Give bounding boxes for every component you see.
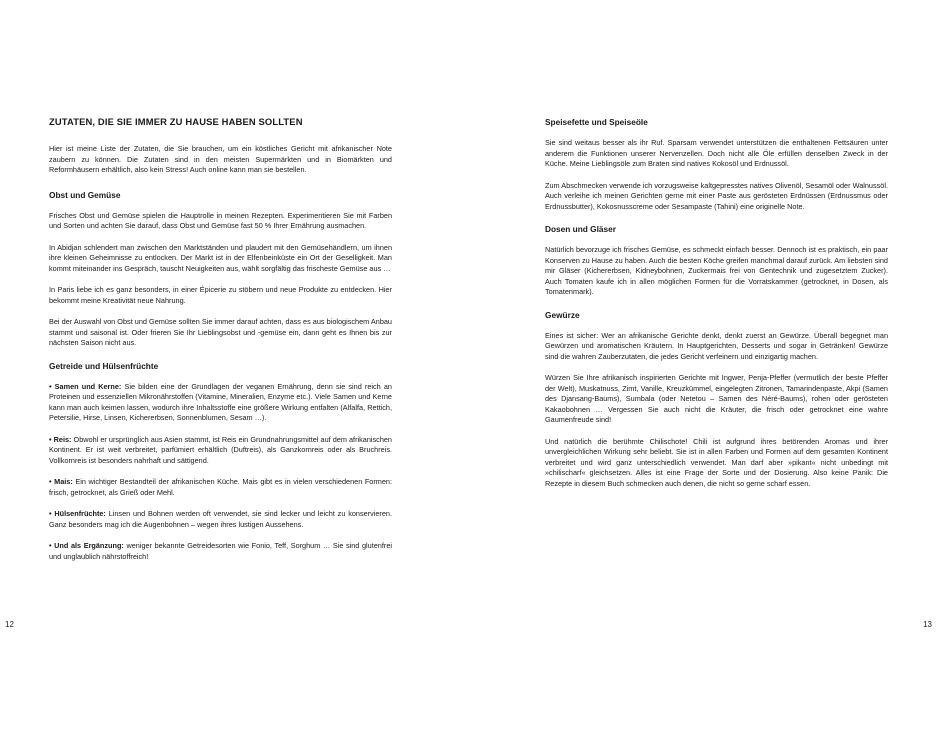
right-column (545, 116, 888, 500)
obst-paragraph-3: In Paris liebe ich es ganz besonders, in einer Épicerie zu stöbern und neue Produkte zu entdecken. Hier bekommt meine Kreativität neue Nahrung. (49, 285, 392, 305)
page-number-right: 13 (923, 620, 932, 629)
bullet-label: • Hülsenfrüchte: (49, 509, 106, 518)
gewuerze-paragraph-1: Eines ist sicher: Wer an afrikanische Gerichte denkt, denkt zuerst an Gewürze. Überall begegnet man Gewürzen und aromatischen Kräutern. In Hauptgerichten, Desserts und sogar in Getränken! Gewürze sind die wahren Zauberzutaten, die jedes Gericht verfeinern und einzigartig machen. (545, 330, 888, 361)
left-page (0, 0, 468, 749)
obst-paragraph-2: In Abidjan schlendert man zwischen den Marktständen und plaudert mit den Gemüsehändlern, um ihnen ihre kleinen Geheimnisse zu entlocken. Der Markt ist in der Elfenbeinküste ein Ort der Geselligkeit. Man kommt miteinander ins Gespräch, tauscht Neuigkeiten aus, wählt sorgfältig das frischeste Gemüse aus … (49, 242, 392, 273)
bullet-text: Ein wichtiger Bestandteil der afrikanischen Küche. Mais gibt es in vielen verschiedenen Formen: frisch, getrocknet, als Grieß oder Mehl. (49, 477, 393, 497)
bullet-text: weniger bekannte Getreidesorten wie Fonio, Teff, Sorghum … Sie sind glutenfrei und unglaublich nährstoffreich! (49, 541, 392, 561)
bullet-text: Linsen und Bohnen werden oft verwendet, sie sind lecker und leicht zu konservieren. Ganz besonders mag ich die Augenbohnen – wegen ihres lustigen Aussehens. (49, 509, 393, 529)
obst-heading: Obst und Gemüse (49, 189, 121, 200)
page-number-left: 12 (5, 620, 14, 629)
getreide-heading: Getreide und Hülsenfrüchte (49, 360, 159, 371)
fette-paragraph-2: Zum Abschmecken verwende ich vorzugsweise kaltgepresstes natives Olivenöl, Sesamöl oder Walnussöl. Auch verleihe ich meinen Gerichten gerne mit einer Paste aus gerösteten Erdnüssen (Erdnussmus oder Erdnussbutter), Kokosnusscreme oder Sesampaste (Tahini) eine originelle Note. (545, 180, 888, 211)
chapter-title: ZUTATEN, DIE SIE IMMER ZU HAUSE HABEN SOLLTEN (49, 116, 303, 127)
bullet-samen (49, 382, 392, 424)
bullet-text: Obwohl er ursprünglich aus Asien stammt, ist Reis ein Grundnahrungsmittel auf dem afrikanischen Kontinent. Er ist weit verbreitet, parfümiert erhältlich (Duftreis), als Ganzkornreis oder als Bruchreis. Vollkornreis ist besonders nahrhaft und sättigend. (49, 434, 392, 465)
bullet-ergaenzung (49, 541, 392, 562)
bullet-label: • Mais: (49, 477, 73, 486)
obst-paragraph-4: Bei der Auswahl von Obst und Gemüse sollten Sie immer darauf achten, dass es aus biologischem Anbau stammt und saisonal ist. Oder frieren Sie Ihr Lieblingsobst und -gemüse ein, dann geht es Ihnen bis zur nächsten Saison nicht aus. (49, 317, 392, 347)
dosen-paragraph-1: Natürlich bevorzuge ich frisches Gemüse, es schmeckt einfach besser. Dennoch ist es praktisch, ein paar Konserven zu Hause zu haben. Auch die besten Köche greifen manchmal darauf zurück. Am liebsten sind mir Gläser (Kichererbsen, Kidneybohnen, Zuckermais frei von Gentechnik und zugesetztem Zucker). Auch Tomaten kaufe ich in allen möglichen Formen für die Vorratskammer (getrocknet, in Dosen, als Tomatenmark). (545, 245, 888, 296)
bullet-mais (49, 477, 392, 498)
dosen-heading: Dosen und Gläser (545, 224, 617, 234)
bullet-label: • Und als Ergänzung: (49, 541, 124, 550)
gewuerze-paragraph-2: Würzen Sie Ihre afrikanisch inspirierten Gerichte mit Ingwer, Penja-Pfeffer (vermutlich der beste Pfeffer der Welt), Muskatnuss, Zimt, Vanille, Kreuzkümmel, eingelegten Zitronen, Tamarindenpaste, Akpi (Samen des Djansang-Baums), Sumbala (oder Netetou – Samen des Néré-Baums), rohen oder gerösteten Kakaobohnen … Vergessen Sie auch nicht die Kräuter, die frisch oder getrocknet eine wahre Gaumenfreude sind! (545, 373, 888, 424)
bullet-label: • Reis: (49, 434, 72, 444)
fette-heading: Speisefette und Speiseöle (545, 117, 648, 127)
bullet-label: • Samen und Kerne: (49, 381, 122, 391)
fette-paragraph-1: Sie sind weitaus besser als ihr Ruf. Sparsam verwendet unterstützen die enthaltenen Fettsäuren unter anderem die Funktionen unserer Nervenzellen. Doch nicht alle Öle erfüllen denselben Zweck in der Küche. Meine Lieblingsöle zum Braten sind natives Kokosöl und Erdnussöl. (545, 138, 888, 168)
gewuerze-paragraph-3: Und natürlich die berühmte Chilischote! Chili ist aufgrund ihres betörenden Aromas und ihrer unvergleichlichen Wirkung sehr beliebt. Sie ist in allen Farben und Formen auf dem gesamten Kontinent verbreitet und wird ganz unterschiedlich verwendet. Man darf aber »pikant« nicht unbedingt mit »chilischarf« gleichsetzen. Alles ist eine Frage der Sorte und der Dosierung. Also keine Panik: Die Rezepte in diesem Buch schmecken auch denen, die nicht so gerne scharf essen. (545, 436, 888, 488)
intro-paragraph: Hier ist meine Liste der Zutaten, die Sie brauchen, um ein köstliches Gericht mit afrikanischer Note zaubern zu können. Die Zutaten sind in den meisten Supermärkten und in Biomärkten und Reformhäusern erhältlich, also kein Stress! Auch online kann man sie bestellen. (49, 144, 392, 174)
gewuerze-heading: Gewürze (545, 309, 580, 320)
right-page (469, 0, 937, 749)
left-column (49, 116, 392, 573)
bullet-text: Sie bilden eine der Grundlagen der veganen Ernährung, denn sie sind reich an Proteinen und essenziellen Mikronährstoffen (Vitamine, Mineralien, Enzyme etc.). Viele Samen und Kerne kann man auch keimen lassen, wodurch ihre Inhaltsstoffe eine größere Wirkung entfalten (Alfalfa, Rettich, Petersilie, Hirse, Linsen, Kichererbsen, Sonnenblumen, Sesam …). (49, 381, 392, 422)
obst-paragraph-1: Frisches Obst und Gemüse spielen die Hauptrolle in meinen Rezepten. Experimentieren Sie mit Farben und Sorten und achten Sie darauf, dass Obst und Gemüse fast 50 % Ihrer Ernährung ausmachen. (49, 210, 392, 230)
bullet-huelsenfruechte (49, 509, 392, 530)
bullet-reis (49, 435, 392, 467)
